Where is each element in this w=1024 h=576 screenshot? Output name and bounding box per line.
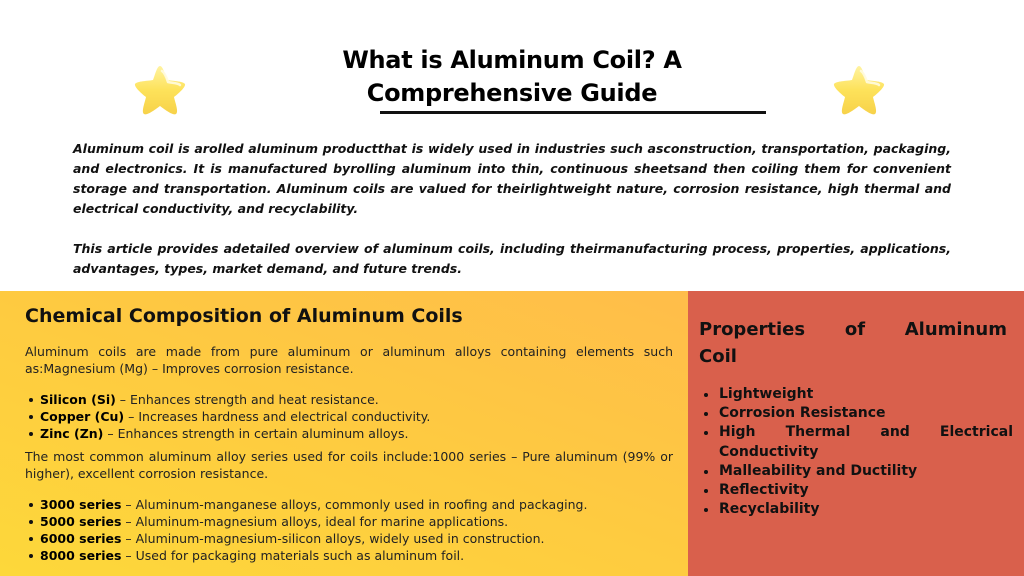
properties-heading [699,316,1007,370]
element-desc: – Increases hardness and electrical conductivity. [124,409,431,424]
word: and [880,424,910,441]
title-underline [380,111,766,114]
series-name: 8000 series [40,548,122,563]
element-name: Copper (Cu) [40,409,125,424]
element-name: Zinc (Zn) [40,426,104,441]
series-desc: – Aluminum-magnesium alloys, ideal for marine applications. [121,514,509,529]
series-name: 3000 series [40,497,122,512]
intro-paragraph: Aluminum coil is arolled aluminum productthat is widely used in industries such asconstruction, transportation, packaging, and electronics. It is manufactured byrolling aluminum into thin, continuous sheetsand then coiling them for convenient storage and transportation. Aluminum coils are valued for theirlightweight nature, corrosion resistance, high thermal and electrical conductivity, and recyclability. [73,141,951,216]
heading-word: Properties [699,319,806,340]
series-desc: – Used for packaging materials such as aluminum foil. [121,548,465,563]
page-title-line1: What is Aluminum Coil? A [342,46,682,74]
list-item-line1 [719,423,1013,442]
properties-list [703,385,1013,519]
page-title [0,44,1024,110]
element-list [25,391,673,442]
series-name: 6000 series [40,531,122,546]
list-item: Reflectivity [703,481,1013,500]
page-title-line2: Comprehensive Guide [366,79,658,107]
list-item: Lightweight [703,385,1013,404]
list-item [25,496,673,513]
composition-intro: Aluminum coils are made from pure aluminum or aluminum alloys containing elements such as:Magnesium (Mg) – Improves corrosion resistance. [25,344,673,376]
heading-word: Aluminum [904,319,1007,340]
list-item [25,391,673,408]
element-name: Silicon (Si) [40,392,116,407]
word: Electrical [939,424,1013,441]
series-intro: The most common aluminum alloy series used for coils include:1000 series – Pure aluminum (99% or higher), excellent corrosion resistance. [25,449,673,481]
properties-heading-line2: Coil [699,346,737,367]
heading-word: of [844,319,866,340]
list-item [25,530,673,547]
list-item [25,425,673,442]
series-list [25,496,673,564]
composition-heading: Chemical Composition of Aluminum Coils [25,305,463,327]
word: High [719,424,756,441]
series-name: 5000 series [40,514,122,529]
list-item: Malleability and Ductility [703,462,1013,481]
list-item-line2: Conductivity [719,443,819,460]
list-item: Recyclability [703,500,1013,519]
series-desc: – Aluminum-magnesium-silicon alloys, widely used in construction. [121,531,545,546]
properties-heading-line1 [699,316,1007,343]
series-desc: – Aluminum-manganese alloys, commonly used in roofing and packaging. [121,497,588,512]
element-desc: – Enhances strength and heat resistance. [115,392,379,407]
list-item [25,513,673,530]
intro-section [73,139,951,279]
composition-body [25,343,673,570]
list-item [25,547,673,564]
list-item [703,423,1013,461]
word: Thermal [785,424,851,441]
element-desc: – Enhances strength in certain aluminum alloys. [103,426,409,441]
intro-paragraph: This article provides adetailed overview of aluminum coils, including theirmanufacturing process, properties, applications, advantages, types, market demand, and future trends. [73,241,951,276]
list-item: Corrosion Resistance [703,404,1013,423]
list-item [25,408,673,425]
